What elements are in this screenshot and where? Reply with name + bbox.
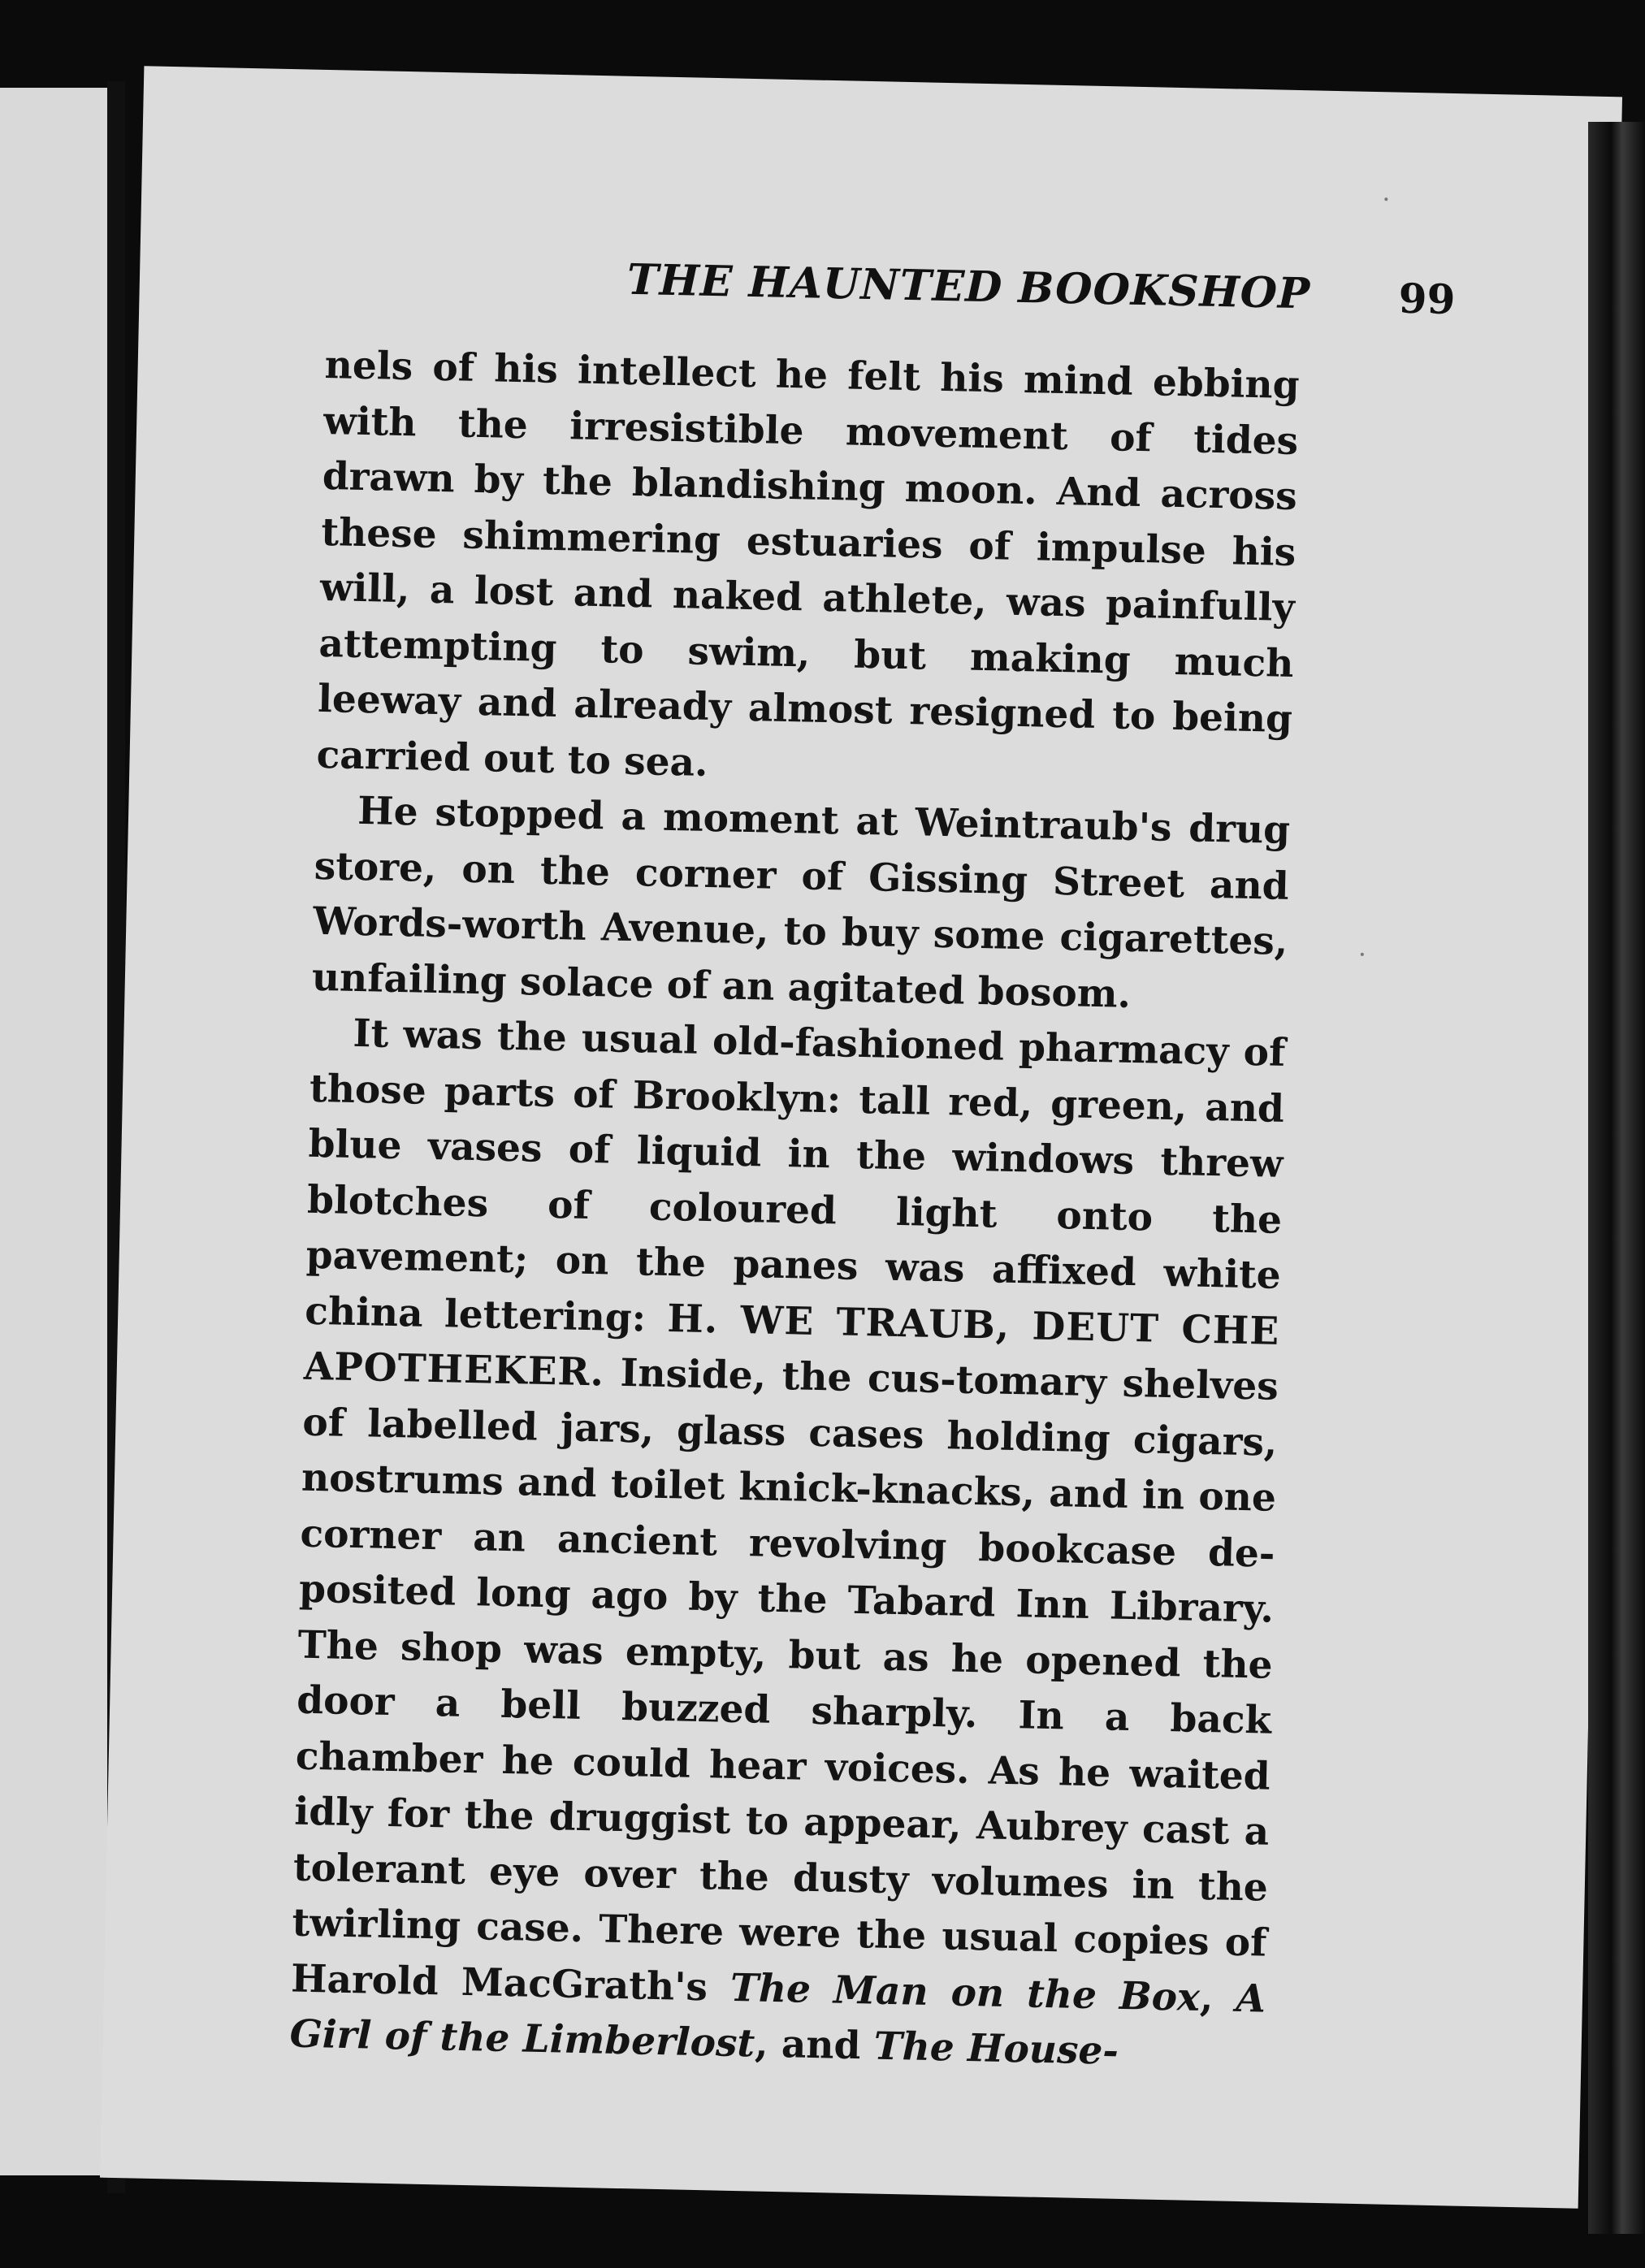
book-title-the-house: The House- [873, 2023, 1119, 2074]
shop-sign-lettering: H. WE TRAUB, DEUT CHE APOTHEKER. [303, 1296, 1280, 1396]
paragraph-3 [289, 1006, 1286, 2083]
paragraph-3-text-b: Inside, the cus-tomary shelves of labelled jars, glass cases holding cigars, nostrums and toilet knick-knacks, and in one corner an ancient revolving bookcase de-posited long ago by the Tabard Inn Library. The shop was empty, but as he opened the door a bell buzzed sharply. In a back chamber he could hear voices. As he waited idly for the druggist to appear, Aubrey cast a tolerant eye over the dusty volumes in the twirling case. There were the usual copies of Harold MacGrath's [290, 1350, 1279, 2010]
paragraph-1: nels of his intellect he felt his mind ebbing with the irresistible movement of tides drawn by the blandishing moon. And across these shimmering estuaries of impulse his will, a lost and naked athlete, was painfully attempting to swim, but making much leeway and already almost resigned to being carried out to sea. [316, 342, 1301, 786]
separator-1: , [1199, 1975, 1236, 2021]
paper-speck [1361, 953, 1364, 956]
page-stack-edge [1588, 122, 1645, 2234]
facing-page-edge [0, 88, 107, 2175]
page-number: 99 [1398, 274, 1456, 324]
book-page [100, 66, 1622, 2209]
paper-speck [1384, 197, 1387, 201]
body-text [289, 338, 1300, 2083]
book-title-man-on-the-box: The Man on the Box [729, 1965, 1201, 2020]
running-head-title: THE HAUNTED BOOKSHOP [626, 254, 1311, 319]
paragraph-3-text-a: It was the usual old-fashioned pharmacy of those parts of Brooklyn: tall red, green, and blue vases of liquid in the windows threw blotches of coloured light onto the pavement; on the panes was affixed white china lettering: [304, 1011, 1286, 1341]
paragraph-2: He stopped a moment at Weintraub's drug store, on the corner of Gissing Street and Words-worth Avenue, to buy some cigarettes, unfailing solace of an agitated bosom. [311, 788, 1291, 1017]
separator-2: , and [754, 2021, 875, 2069]
book-title-girl-of-the-limberlost: A Girl of the Limberlost [289, 1976, 1266, 2067]
